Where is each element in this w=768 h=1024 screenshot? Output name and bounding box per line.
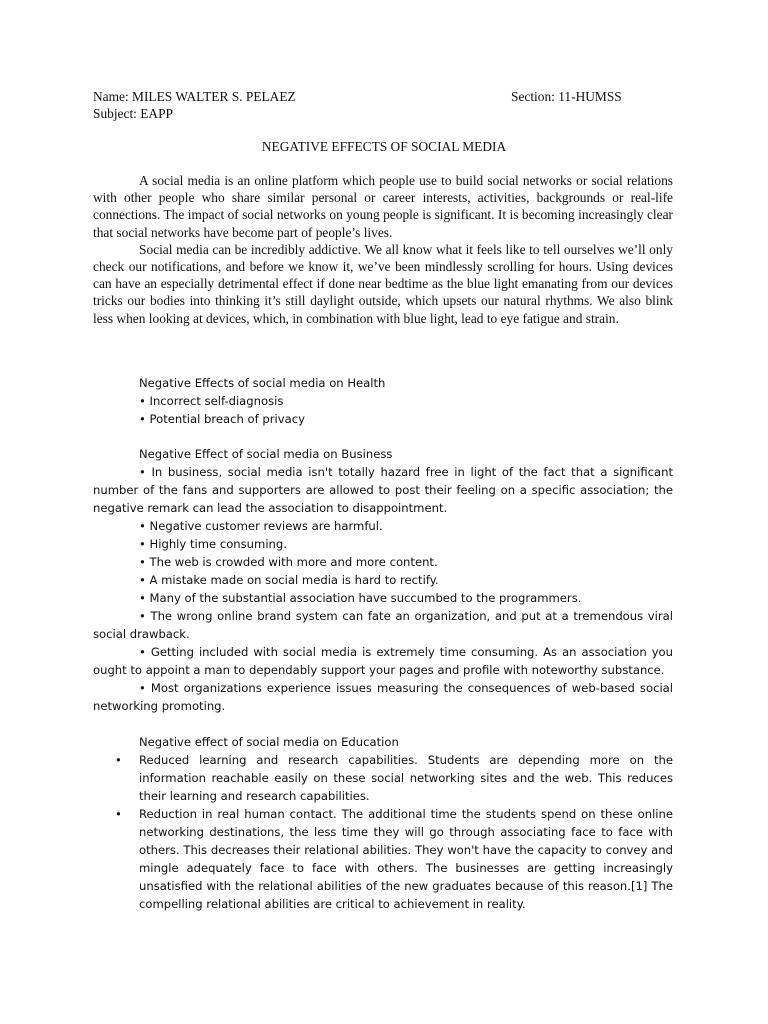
paragraph-definition: A social media is an online platform which people use to build social networks or social relations with other people who share similar personal or career interests, activities, backgrounds or real-life connections. The impact of social networks on young people is significant. It is becoming increasingly clear that social networks have become part of people’s lives. [93,173,673,240]
subject-line: Subject: EAPP [93,106,173,121]
business-item: • In business, social media isn't totally hazard free in light of the fact that a significant number of the fans and supporters are allowed to post their feeling on a specific association; the negative remark can lead the association to disappointment. [93,465,673,515]
health-section [93,374,673,428]
education-item [93,805,673,913]
education-section [93,733,673,913]
education-list [93,751,673,913]
business-item: • The wrong online brand system can fate an organization, and put at a tremendous viral social drawback. [93,609,673,641]
business-item: • Highly time consuming. [139,537,287,551]
business-item: • A mistake made on social media is hard to rectify. [139,573,439,587]
health-item: • Potential breach of privacy [139,412,305,426]
bullet-icon: • [115,807,122,821]
health-item: • Incorrect self-diagnosis [139,394,284,408]
student-name: Name: MILES WALTER S. PELAEZ [93,89,296,104]
student-section: Section: 11-HUMSS [511,89,622,104]
education-item [93,751,673,805]
business-item: • Most organizations experience issues measuring the consequences of web-based social networking promoting. [93,681,673,713]
bullet-icon: • [115,753,122,767]
business-item: • The web is crowded with more and more content. [139,555,438,569]
business-section [93,445,673,715]
section-spacer [93,715,673,733]
paragraph-addiction: Social media can be incredibly addictive. We all know what it feels like to tell ourselves we’ll only check our notifications, and before we know it, we’ve been mindlessly scrolling for hours. Using devices can have an especially detrimental effect if done near bedtime as the blue light emanating from our devices tricks our bodies into thinking it’s still daylight outside, which upsets our natural rhythms. We also blink less when looking at devices, which, in combination with blue light, lead to eye fatigue and strain. [93,241,673,326]
education-item-text: Reduced learning and research capabilities. Students are depending more on the information reachable easily on these social networking sites and the web. This reduces their learning and research capabilities. [139,753,673,803]
business-title: Negative Effect of social media on Business [139,447,393,461]
health-title: Negative Effects of social media on Health [139,376,386,390]
business-item: • Getting included with social media is extremely time consuming. As an association you ought to appoint a man to dependably support your pages and profile with noteworthy substance. [93,645,673,677]
intro-body [93,172,673,327]
effects-lists [93,374,673,913]
document-title: NEGATIVE EFFECTS OF SOCIAL MEDIA [261,139,507,154]
section-spacer [93,428,673,445]
business-item: • Negative customer reviews are harmful. [139,519,383,533]
business-item: • Many of the substantial association have succumbed to the programmers. [139,591,582,605]
education-title: Negative effect of social media on Education [139,735,399,749]
education-item-text: Reduction in real human contact. The additional time the students spend on these online networking destinations, the less time they will go through associating face to face with others. This decreases their relational abilities. They won't have the capacity to convey and mingle adequately face to face with others. The businesses are getting increasingly unsatisfied with the relational abilities of the new graduates because of this reason.[1] The compelling relational abilities are critical to achievement in reality. [139,807,673,911]
